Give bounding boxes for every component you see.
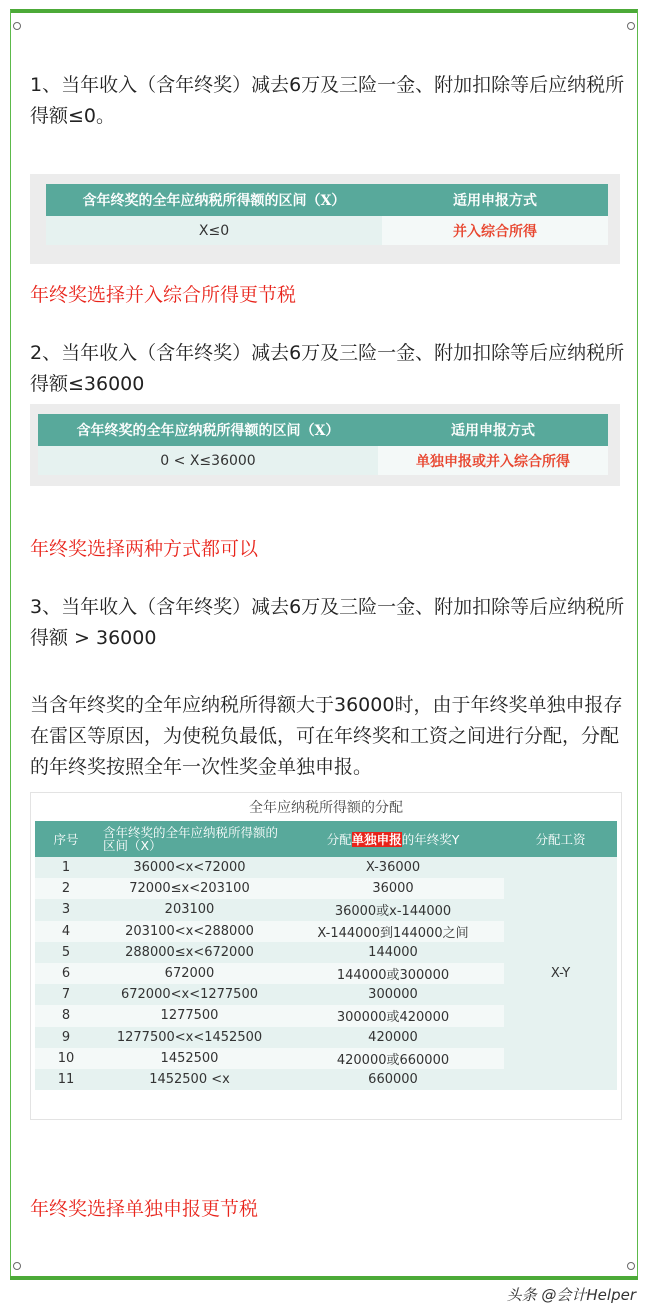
row-number: 4 [35,921,97,942]
section2-table [38,414,608,475]
row-number: 1 [35,857,97,878]
table-header: 含年终奖的全年应纳税所得额的区间（X） [46,184,382,216]
row-number: 8 [35,1005,97,1026]
income-range-cell: 203100 [97,899,282,920]
income-range-cell: 203100<x<288000 [97,921,282,942]
income-range-cell: 288000≤x<672000 [97,942,282,963]
section1-table [46,184,608,245]
section3-body: 当含年终奖的全年应纳税所得额大于36000时，由于年终奖单独申报存在雷区等原因，为使税负最低，可在年终奖和工资之间进行分配，分配的年终奖按照全年一次性奖金单独申报。 [30,694,623,778]
bonus-cell: X-36000 [282,857,504,878]
income-range-cell: 672000 [97,963,282,984]
bonus-cell: 36000或x-144000 [282,899,504,920]
income-range-cell: 1452500 <x [97,1069,282,1090]
header-text: 分配 [326,831,352,847]
bottom-border [10,1276,638,1280]
allocation-table-caption: 全年应纳税所得额的分配 [249,800,403,816]
income-range-cell: 1452500 [97,1048,282,1069]
income-range-cell: 72000≤x<203100 [97,878,282,899]
allocation-table [35,821,617,1090]
row-number: 2 [35,878,97,899]
bonus-cell: 144000 [282,942,504,963]
corner-dot [627,22,635,30]
income-range-cell: 36000<x<72000 [97,857,282,878]
table-header: 含年终奖的全年应纳税所得额的区间（X） [38,414,378,446]
column-header-range: 含年终奖的全年应纳税所得额的区间（X） [97,821,282,857]
header-text: 的年终奖Y [401,831,460,847]
corner-dot [13,22,21,30]
row-number: 11 [35,1069,97,1090]
row-number: 9 [35,1027,97,1048]
bonus-cell: 300000 [282,984,504,1005]
wage-cell: X-Y [504,857,617,1090]
bonus-cell: 420000 [282,1027,504,1048]
table-cell: X≤0 [46,216,382,245]
row-number: 5 [35,942,97,963]
income-range-cell: 672000<x<1277500 [97,984,282,1005]
row-number: 7 [35,984,97,1005]
bonus-cell: 660000 [282,1069,504,1090]
bonus-cell: X-144000到144000之间 [282,921,504,942]
corner-dot [627,1262,635,1270]
income-range-cell: 1277500 [97,1005,282,1026]
column-header-bonus [282,821,504,857]
row-number: 10 [35,1048,97,1069]
table-row [35,857,617,878]
section2-conclusion: 年终奖选择两种方式都可以 [30,538,259,560]
table-cell: 并入综合所得 [382,216,608,245]
corner-dot [13,1262,21,1270]
section2-heading: 2、当年收入（含年终奖）减去6万及三险一金、附加扣除等后应纳税所得额≤36000 [30,342,625,395]
row-number: 3 [35,899,97,920]
allocation-table-panel [30,792,622,1120]
bonus-cell: 420000或660000 [282,1048,504,1069]
section1-heading: 1、当年收入（含年终奖）减去6万及三险一金、附加扣除等后应纳税所得额≤0。 [30,74,625,127]
section3-conclusion: 年终奖选择单独申报更节税 [30,1198,259,1220]
section1-conclusion: 年终奖选择并入综合所得更节税 [30,284,297,306]
row-number: 6 [35,963,97,984]
bonus-cell: 144000或300000 [282,963,504,984]
table-header: 适用申报方式 [378,414,608,446]
column-header-no: 序号 [35,821,97,857]
table-cell: 0 < X≤36000 [38,446,378,475]
income-range-cell: 1277500<x<1452500 [97,1027,282,1048]
header-highlight: 单独申报 [351,831,402,847]
table-cell: 单独申报或并入综合所得 [378,446,608,475]
credit-watermark: 头条 @会计Helper [506,1286,636,1304]
bonus-cell: 36000 [282,878,504,899]
column-header-wage: 分配工资 [504,821,617,857]
bonus-cell: 300000或420000 [282,1005,504,1026]
section3-heading: 3、当年收入（含年终奖）减去6万及三险一金、附加扣除等后应纳税所得额 > 36000 [30,596,625,649]
table-header: 适用申报方式 [382,184,608,216]
